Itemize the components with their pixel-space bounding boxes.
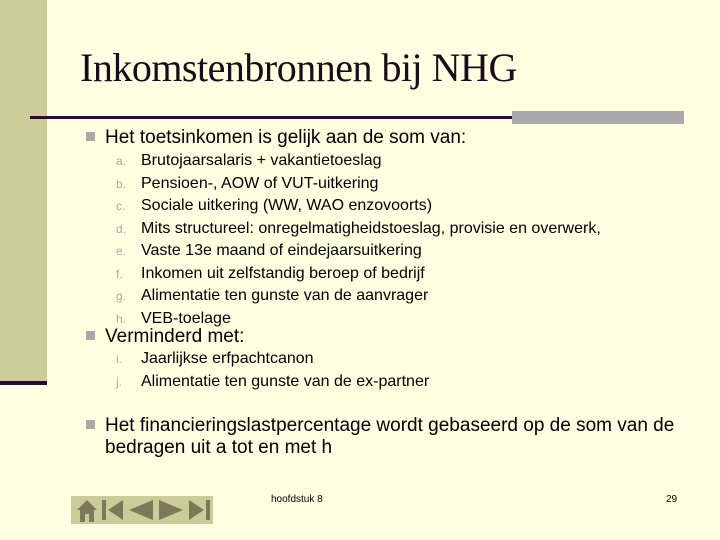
bullet-square-icon — [86, 420, 95, 429]
bullet-square-icon — [86, 132, 95, 141]
list-text: Inkomen uit zelfstandig beroep of bedrijf — [141, 264, 425, 282]
list-letter: e. — [116, 244, 127, 258]
list-item — [116, 195, 601, 218]
previous-slide-icon[interactable] — [127, 498, 155, 522]
list-letter: h. — [116, 311, 127, 326]
bullet-3 — [86, 415, 705, 459]
list-text: Brutojaarsalaris + vakantietoeslag — [141, 152, 382, 169]
list-letter: b. — [116, 176, 127, 191]
sublist-2 — [116, 348, 429, 393]
list-item — [116, 263, 601, 286]
title-accent-bar — [512, 111, 684, 124]
home-icon[interactable] — [75, 498, 99, 522]
list-item — [116, 371, 429, 394]
list-item — [116, 150, 601, 173]
list-item — [116, 218, 601, 241]
list-text: Jaarlijkse erfpachtcanon — [141, 350, 314, 367]
list-item — [116, 348, 429, 371]
bullet-1 — [86, 127, 466, 149]
sidebar-decoration — [0, 0, 47, 381]
list-letter: f. — [116, 266, 123, 281]
list-text: Pensioen-, AOW of VUT-uitkering — [141, 174, 379, 192]
bullet-text: Het toetsinkomen is gelijk aan de som van: — [105, 127, 467, 148]
slide-navigation — [71, 496, 213, 524]
list-text: Vaste 13e maand of eindejaarsuitkering — [141, 242, 422, 259]
slide-title: Inkomstenbronnen bij NHG — [80, 45, 517, 90]
list-item — [116, 240, 601, 263]
list-letter: g. — [116, 289, 127, 303]
list-text: Alimentatie ten gunste van de aanvrager — [141, 287, 429, 304]
sublist-1 — [116, 150, 601, 330]
list-item — [116, 173, 601, 196]
list-letter: j. — [116, 374, 122, 389]
first-slide-icon[interactable] — [101, 498, 125, 522]
last-slide-icon[interactable] — [187, 498, 211, 522]
bullet-text: Het financieringslastpercentage wordt gebaseerd op de som van de bedragen uit a tot en met h — [105, 415, 675, 458]
list-text: Alimentatie ten gunste van de ex-partner — [141, 372, 430, 390]
list-letter: c. — [116, 199, 126, 213]
list-text: VEB-toelage — [141, 309, 231, 327]
footer-chapter: hoofdstuk 8 — [271, 494, 323, 505]
next-slide-icon[interactable] — [157, 498, 185, 522]
list-letter: a. — [116, 154, 127, 168]
list-text: Sociale uitkering (WW, WAO enzovoorts) — [141, 197, 433, 214]
slide-number: 29 — [666, 494, 678, 505]
list-item — [116, 285, 601, 308]
list-text: Mits structureel: onregelmatigheidstoeslag, provisie en overwerk, — [141, 219, 601, 237]
list-letter: i. — [116, 352, 122, 366]
bullet-square-icon — [86, 331, 95, 340]
sidebar-line — [0, 381, 47, 385]
bullet-2 — [86, 326, 244, 348]
bullet-text: Verminderd met: — [105, 326, 245, 347]
list-letter: d. — [116, 221, 127, 236]
